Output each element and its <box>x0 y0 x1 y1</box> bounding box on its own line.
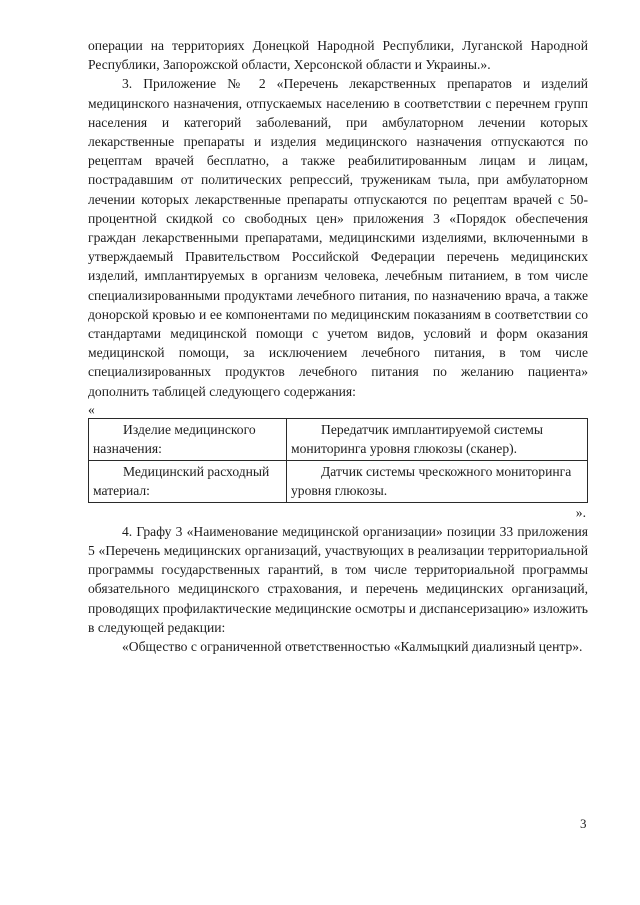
table-cell-item <box>287 460 588 502</box>
cell-text: Медицинский расходный материал: <box>93 463 270 498</box>
supplement-table <box>88 418 588 503</box>
table-row <box>89 460 588 502</box>
quote-open-mark: « <box>88 401 95 417</box>
table-cell-category <box>89 460 287 502</box>
paragraph-item-4: 4. Графу 3 «Наименование медицинской организации» позиции 33 приложения 5 «Перечень медицинских организаций, участвующих в реализации территориальной программы государственных гарантий, в том числе территориальной программы обязательного медицинского страхования, и перечень медицинских организаций, проводящих профилактические медицинские осмотры и диспансеризацию» изложить в следующей редакции: <box>88 523 588 635</box>
table-cell-category <box>89 418 287 460</box>
paragraph-new-wording: «Общество с ограниченной ответственностью «Калмыцкий диализный центр». <box>122 639 583 655</box>
cell-text: Изделие медицинского назначения: <box>93 421 256 456</box>
table-cell-item <box>287 418 588 460</box>
paragraph-item-3: 3. Приложение № 2 «Перечень лекарственных препаратов и изделий медицинского назначения, отпускаемых населению в соответствии с перечнем групп населения и категорий заболеваний, при амбулаторном лечении которых лекарственные препараты и изделия медицинского назначения отпускаются по рецептам врачей бесплатно, а также реабилитированным лицам и лицам, пострадавшим от политических репрессий, труженикам тыла, при амбулаторном лечении которых лекарственные препараты отпускаются по рецептам врачей с 50-процентной скидкой со свободных цен» приложения 3 «Порядок обеспечения граждан лекарственными препаратами, медицинскими изделиями, включенными в утверждаемый Правительством Российской Федерации перечень медицинских изделий, имплантируемых в организм человека, лечебным питанием, в том числе специализированными продуктами лечебного питания, по назначению врача, а также донорской кровью и ее компонентами по медицинским показаниям в соответствии со стандартами медицинской помощи с учетом видов, условий и форм оказания медицинской помощи, за исключением лечебного питания, в том числе специализированных продуктов лечебного питания по желанию пациента» дополнить таблицей следующего содержания: <box>88 76 588 399</box>
quote-close-mark: ». <box>575 504 586 520</box>
document-body <box>88 36 588 656</box>
cell-text: Датчик системы чрескожного мониторинга уровня глюкозы. <box>291 463 572 498</box>
paragraph-continuation: операции на территориях Донецкой Народной Республики, Луганской Народной Республики, Запорожской области, Херсонской области и Украины.». <box>88 38 588 73</box>
cell-text: Передатчик имплантируемой системы мониторинга уровня глюкозы (сканер). <box>291 421 544 456</box>
table-row <box>89 418 588 460</box>
page-number: 3 <box>580 816 587 831</box>
